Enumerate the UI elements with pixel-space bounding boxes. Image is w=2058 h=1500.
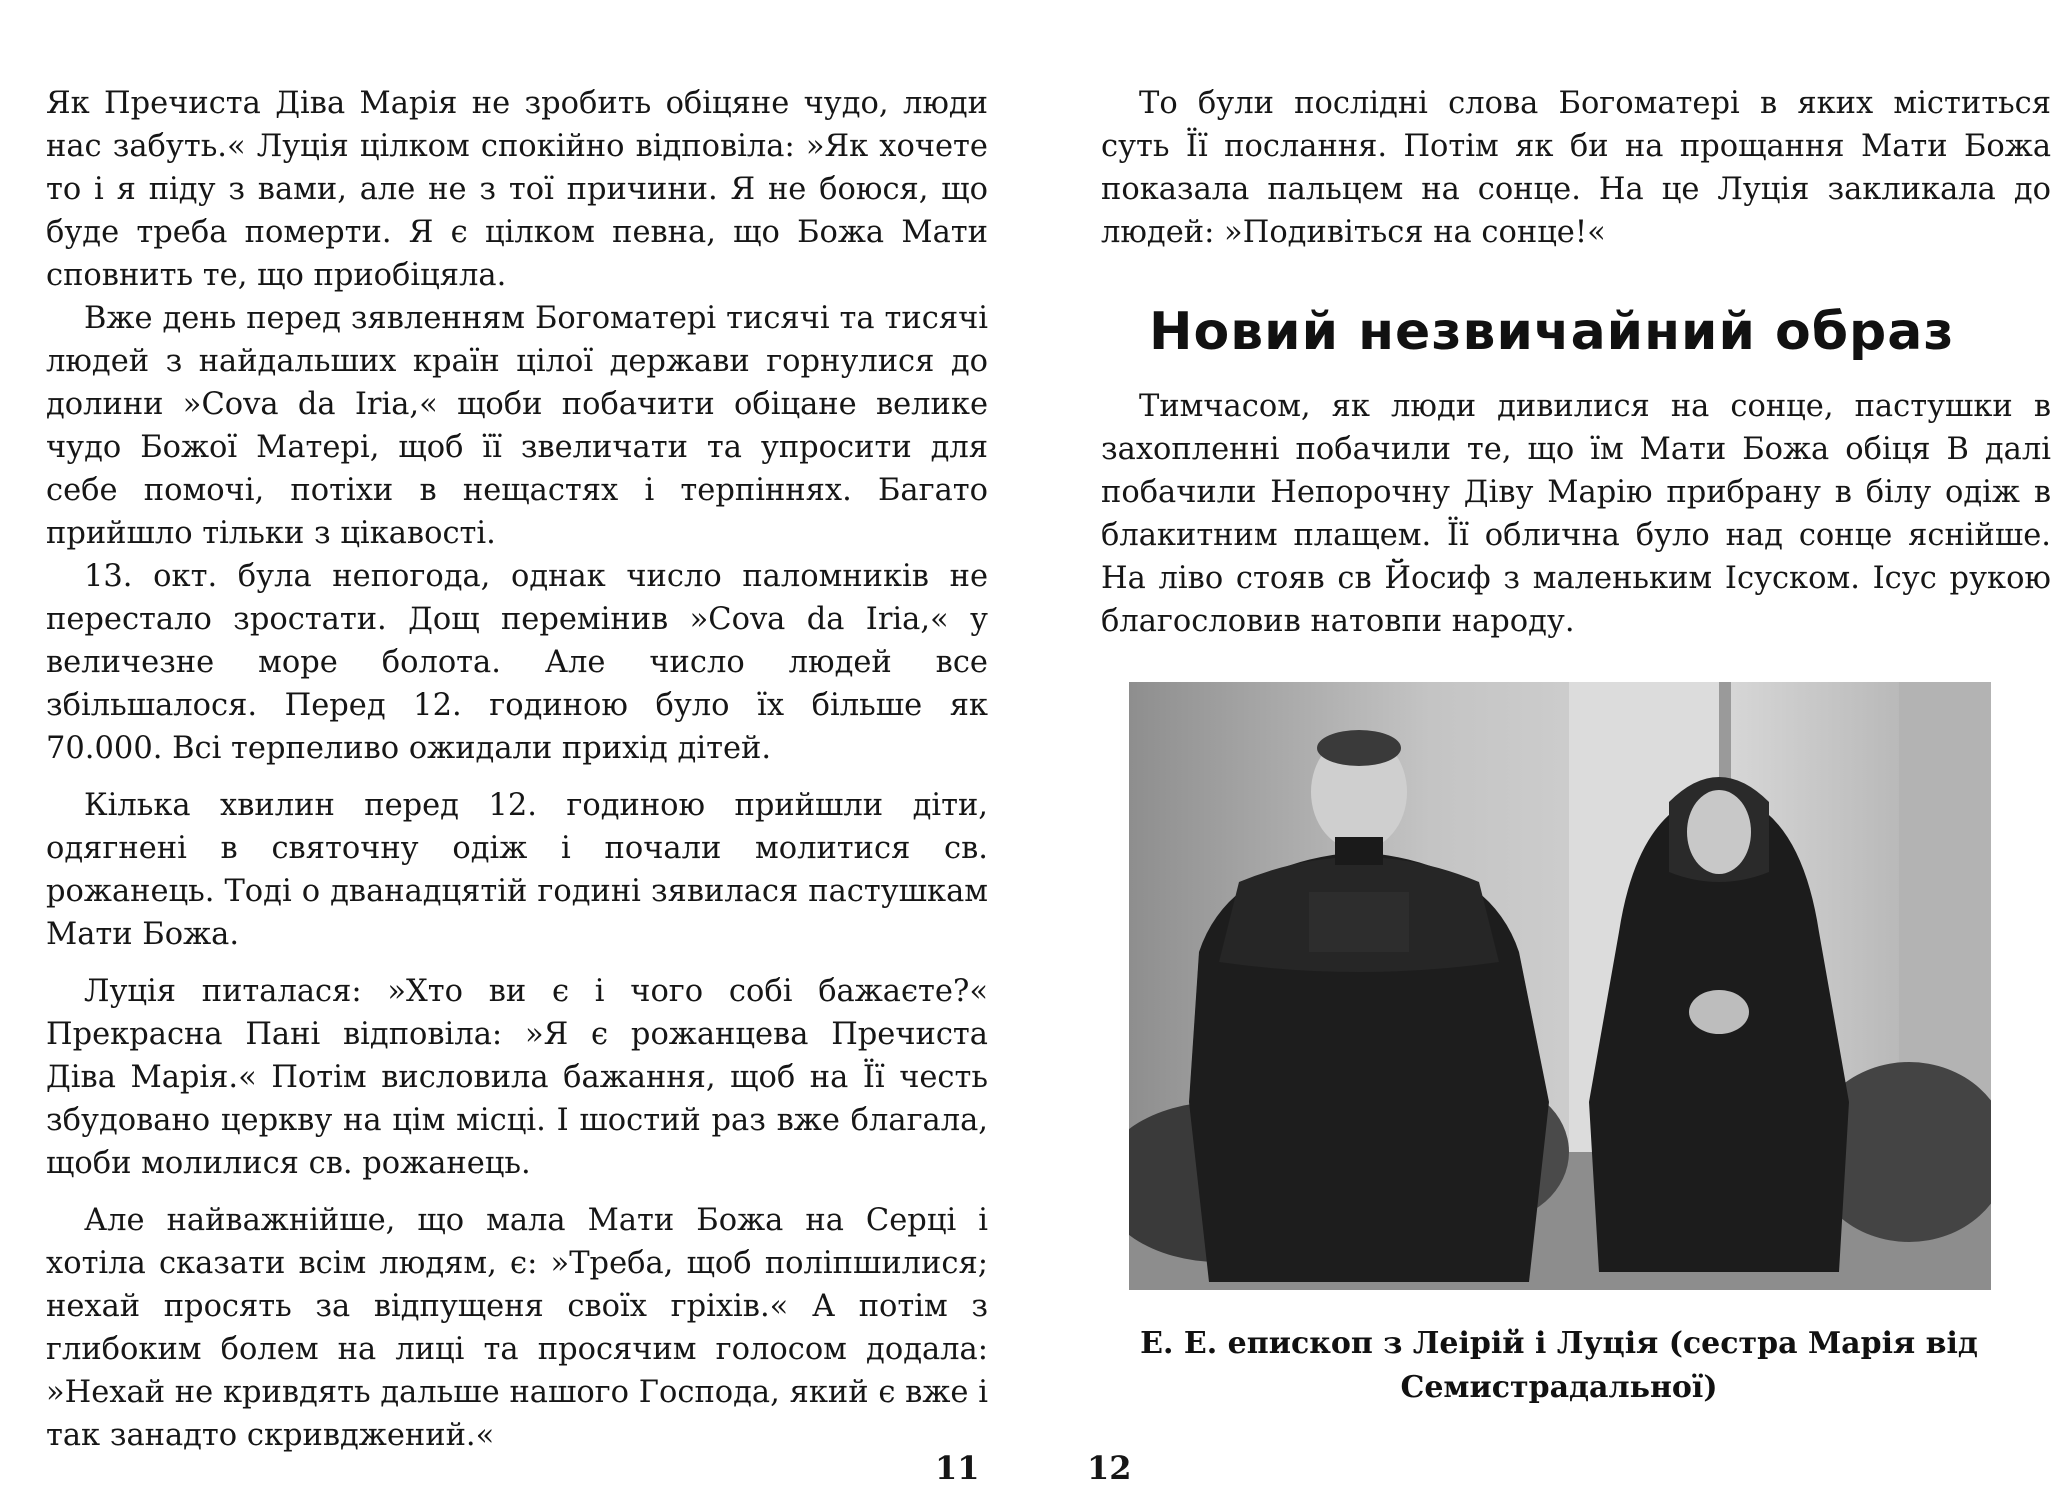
photo-caption: Е. Е. епископ з Леірій і Луція (сестра Марія від Семистрадальної) — [1140, 1326, 1978, 1405]
page-number: 12 — [1087, 1449, 1132, 1487]
body-block — [1101, 385, 2051, 643]
photo-bishop-and-lucia — [1129, 682, 1991, 1290]
section-heading: Новий незвичайний образ — [1149, 302, 1955, 362]
paragraph: 13. окт. була непогода, однак число паломників не перестало зростати. Дощ перемінив »Cova da Iria,« у величезне море болота. Але число людей все збільшалося. Перед 12. годиною було їх більше як 70.000. Всі терпеливо ожидали прихід дітей. — [46, 559, 988, 766]
photograph — [1129, 682, 1991, 1290]
intro-block — [1101, 82, 2051, 254]
left-page-body — [46, 82, 988, 1457]
paragraph: То були послідні слова Богоматері в яких міститься суть Її послання. Потім як би на прощання Мати Божа показала пальцем на сонце. На це Луція закликала до людей: »Подивіться на сонце!« — [1101, 86, 2051, 250]
page-number: 11 — [935, 1449, 980, 1487]
paragraph: Як Пречиста Діва Марія не зробить обіцяне чудо, люди нас забуть.« Луція цілком спокійно відповіла: »Як хочете то і я піду з вами, але не з тої причини. Я не боюся, що буде треба померти. Я є цілком певна, що Божа Мати сповнить те, що приобіцяла. — [46, 86, 988, 293]
paragraph: Вже день перед зявленням Богоматері тисячі та тисячі людей з найдальших країн цілої держави горнулися до долини »Cova da Iria,« щоби побачити обіцане велике чудо Божої Матері, щоб її звеличати та упросити для себе помочі, потіхи в нещастях і терпіннях. Багато прийшло тільки з цікавості. — [46, 301, 988, 551]
paragraph: Тимчасом, як люди дивилися на сонце, пастушки в захопленні побачили те, що їм Мати Божа обіця В далі побачили Непорочну Діву Марію прибрану в білу одіж в блакитним плащем. Її облична було над сонце яснійше. На ліво стояв св Йосиф з маленьким Ісуском. Ісус рукою благословив натовпи народу. — [1101, 389, 2051, 639]
paragraph: Луція питалася: »Хто ви є і чого собі бажаєте?« Прекрасна Пані відповіла: »Я є рожанцева Пречиста Діва Марія.« Потім висловила бажання, щоб на Її честь збудовано церкву на цім місці. І шостий раз вже благала, щоби молилися св. рожанець. — [46, 974, 988, 1181]
paragraph: Але найважнійше, що мала Мати Божа на Серці і хотіла сказати всім людям, є: »Треба, щоб поліпшилися; нехай просять за відпущеня своїх гріхів.« А потім з глибоким болем на лиці та просячим голосом додала: »Нехай не кривдять дальше нашого Господа, який є вже і так занадто скривджений.« — [46, 1203, 988, 1453]
paragraph: Кілька хвилин перед 12. годиною прийшли діти, одягнені в святочну одіж і почали молитися св. рожанець. Тоді о дванадцятій годині зявилася пастушкам Мати Божа. — [46, 788, 988, 952]
right-page — [1029, 0, 2058, 1500]
